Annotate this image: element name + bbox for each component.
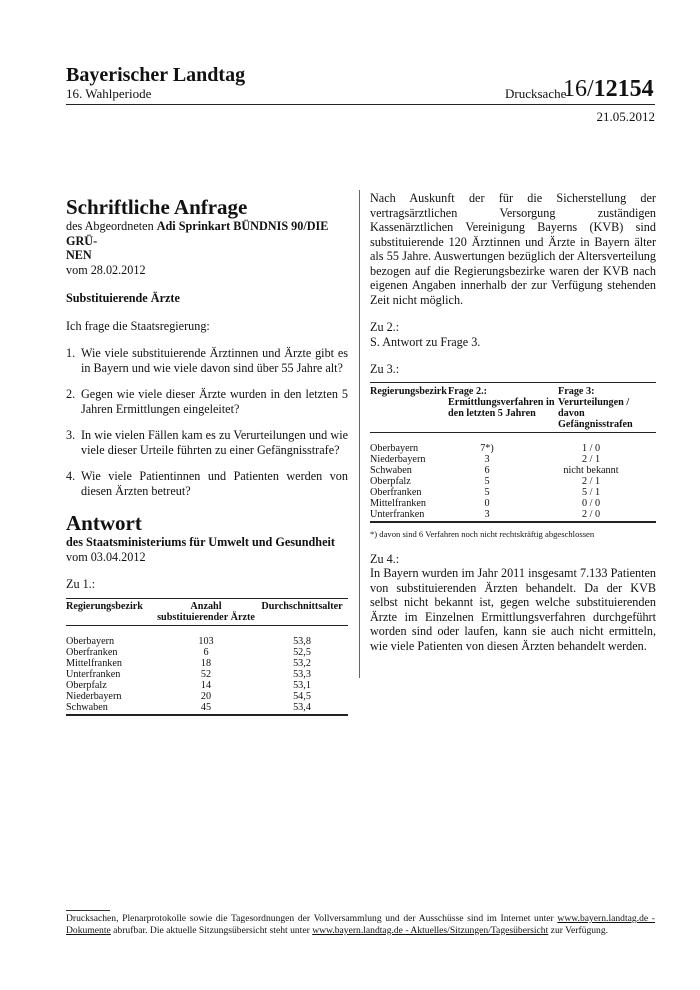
- table-aerzte: [66, 601, 348, 623]
- table3-bottom-rule: [370, 521, 656, 523]
- col-header-frage3: Frage 3: Verurteilungen / davon Gefängnisstrafen: [558, 385, 633, 430]
- table-row: Schwaben 6 nicht bekannt: [370, 464, 619, 476]
- author-name-cont: NEN: [66, 248, 92, 262]
- legislative-period: 16. Wahlperiode: [66, 86, 152, 101]
- table-row: Oberpfalz 5 2 / 1: [370, 475, 601, 487]
- zu2-text: S. Antwort zu Frage 3.: [370, 334, 481, 349]
- question-number: 2.: [66, 387, 76, 401]
- zu3-label: Zu 3.:: [370, 362, 400, 376]
- table-row: Oberbayern 7*) 1 / 0: [370, 442, 601, 454]
- table1-bottom-rule: [66, 714, 348, 716]
- antwort-date: vom 03.04.2012: [66, 549, 146, 564]
- footer-note: Drucksachen, Plenarprotokolle sowie die Tagesordnungen der Vollversammlung und der Ausschüsse sind im Internet unter www.bayern.landtag.de - Dokumente abrufbar. Die aktuelle Sitzungsübersicht steht unter www.bayern.landtag.de - Aktuelles/Sitzungen/Tagesübersicht zur Verfügung.: [66, 913, 655, 936]
- question-text: Wie viele substituierende Ärztinnen und Ärzte gibt es in Bayern und wie viele davon sind über 55 Jahre alt?: [81, 346, 348, 375]
- question-text: Wie viele Patientinnen und Patienten werden von diesen Ärzten betreut?: [81, 469, 348, 498]
- column-divider: [359, 190, 360, 678]
- question-text: Gegen wie viele dieser Ärzte wurden in den letzten 5 Jahren Ermittlungen eingeleitet?: [81, 387, 348, 416]
- col-header-frage2: Frage 2.: Ermittlungsverfahren in den letzten 5 Jahren: [448, 385, 555, 419]
- table-row: Oberbayern 103 53,8: [66, 635, 311, 647]
- anfrage-date: vom 28.02.2012: [66, 262, 146, 277]
- col-header-region: Regierungsbezirk: [370, 385, 447, 397]
- col-header-count: Anzahl substituierender Ärzte: [157, 600, 255, 623]
- zu1-text: Nach Auskunft der für die Sicherstellung der vertragsärztlichen Versorgung zuständigen Kassenärztlichen Vereinigung Bayerns (KVB) sind substituierende 120 Ärztinnen und Ärzte in Bayern älter als 55 Jahre. Auswertungen bezüglich der Altersverteilung bezogen auf die Regierungsbezirke waren der KVB nach eigenen Angaben innerhalb der zur Verfügung stehenden Zeit nicht möglich.: [370, 191, 656, 307]
- header-rule: [66, 104, 655, 105]
- table-header: [66, 601, 348, 623]
- drucksache-prefix: 16/: [563, 76, 594, 102]
- footer-link-dokumente[interactable]: www.bayern.landtag.de - Dokumente: [66, 913, 655, 936]
- col-header-region: Regierungsbezirk: [66, 600, 143, 612]
- table-row: Unterfranken 52 53,3: [66, 668, 311, 680]
- col-header-avg-age: Durchschnittsalter: [261, 600, 343, 612]
- author-name: Adi Sprinkart BÜNDNIS 90/DIE GRÜ-: [66, 219, 329, 248]
- question-number: 4.: [66, 469, 76, 483]
- drucksache-id: 12154: [593, 76, 654, 102]
- table-header: [370, 386, 656, 430]
- question-1: [66, 346, 348, 375]
- table1-top-rule: [66, 598, 348, 599]
- table-row: Niederbayern 20 54,5: [66, 690, 311, 702]
- drucksache-number: [563, 76, 654, 103]
- table-row: Niederbayern 3 2 / 1: [370, 453, 601, 465]
- right-column: [370, 191, 656, 653]
- table1-header-rule: [66, 625, 348, 626]
- question-3: [66, 428, 348, 457]
- table-row: Mittelfranken 0 0 / 0: [370, 497, 601, 509]
- table-row: Oberfranken 5 5 / 1: [370, 486, 601, 498]
- zu2-label: Zu 2.:: [370, 320, 400, 334]
- footer-rule: [66, 910, 110, 911]
- question-4: [66, 469, 348, 498]
- question-2: [66, 387, 348, 416]
- table-row: Schwaben 45 53,4: [66, 701, 311, 713]
- table3-top-rule: [370, 382, 656, 383]
- table-aerzte-body: [66, 636, 348, 713]
- zu1-label: Zu 1.:: [66, 577, 96, 591]
- table3-footnote: *) davon sind 6 Verfahren noch nicht rechtskräftig abgeschlossen: [370, 528, 595, 539]
- anfrage-subject: Substituierende Ärzte: [66, 291, 180, 305]
- zu4-text: In Bayern wurden im Jahr 2011 insgesamt 7.133 Patienten von substituierenden Ärzten behandelt. Da der KVB selbst nicht bekannt ist, gegen welche substituierenden Ärzte im Einzelnen Ermittlungsverfahren durchgeführt worden sind oder laufen, kann sie auch nicht ermitteln, wie viele Patienten von diesen Ärzten behandelt werden.: [370, 566, 656, 653]
- zu4-label: Zu 4.:: [370, 551, 400, 566]
- table3-header-rule: [370, 432, 656, 433]
- left-column: [66, 195, 348, 716]
- table-verfahren: [370, 386, 656, 430]
- table-row: Unterfranken 3 2 / 0: [370, 508, 601, 520]
- anfrage-heading: Schriftliche Anfrage: [66, 195, 248, 219]
- table-row: Oberpfalz 14 53,1: [66, 679, 311, 691]
- antwort-heading: Antwort: [66, 511, 142, 535]
- anfrage-intro: Ich frage die Staatsregierung:: [66, 318, 210, 333]
- footer-link-tagesuebersicht[interactable]: www.bayern.landtag.de - Aktuelles/Sitzungen/Tagesübersicht: [312, 924, 549, 936]
- table-verfahren-body: [370, 443, 656, 520]
- table-row: Oberfranken 6 52,5: [66, 646, 311, 658]
- parliament-title: Bayerischer Landtag: [66, 64, 246, 86]
- question-text: In wie vielen Fällen kam es zu Verurteilungen und wie viele dieser Urteile führten zu einer Gefängnisstrafe?: [81, 428, 348, 457]
- anfrage-author: des Abgeordneten Adi Sprinkart BÜNDNIS 90/DIE GRÜ- NEN: [66, 219, 329, 262]
- document-date: 21.05.2012: [596, 109, 655, 124]
- table-row: Mittelfranken 18 53,2: [66, 657, 311, 669]
- drucksache-label: Drucksache: [505, 86, 567, 101]
- antwort-ministry: des Staatsministeriums für Umwelt und Gesundheit: [66, 535, 335, 549]
- question-number: 3.: [66, 428, 76, 442]
- question-number: 1.: [66, 346, 76, 360]
